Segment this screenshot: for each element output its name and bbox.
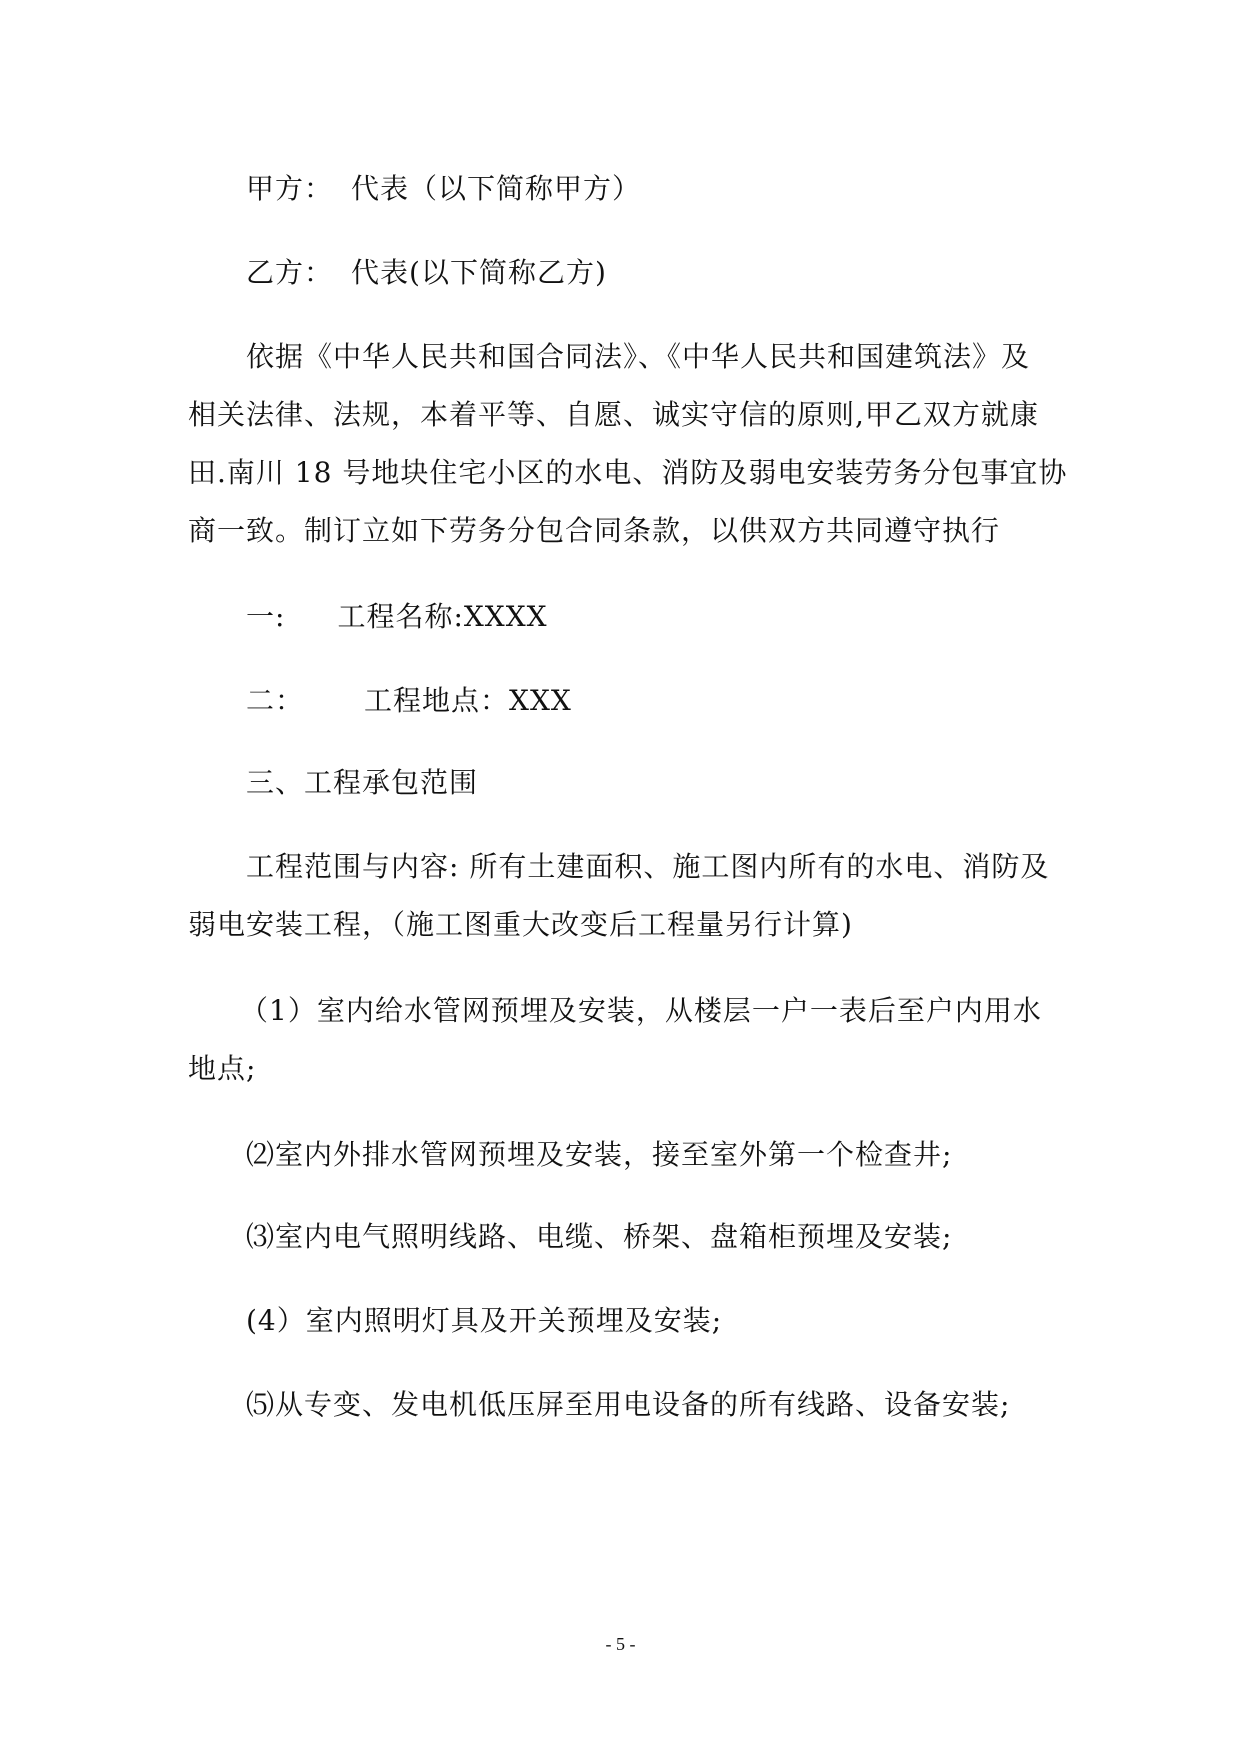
party-b-line <box>246 256 607 290</box>
page-number: - 5 - <box>605 1634 636 1654</box>
item-2-line <box>246 684 572 718</box>
clause-2: ⑵室内外排水管网预埋及安装，接至室外第一个检查井; <box>246 1138 953 1171</box>
item-1-line <box>246 600 548 634</box>
item-1-text: 工程名称:XXXX <box>337 600 548 633</box>
item-3-heading: 三、工程承包范围 <box>246 766 479 799</box>
clause-5: ⑸从专变、发电机低压屏至用电设备的所有线路、设备安装; <box>246 1388 1011 1421</box>
party-b-label: 乙方： <box>246 256 334 289</box>
scope-line-1: 工程范围与内容: 所有土建面积、施工图内所有的水电、消防及 <box>246 850 1050 883</box>
clause-1-line-2: 地点; <box>188 1052 257 1085</box>
preamble-line-3: 田.南川 18 号地块住宅小区的水电、消防及弱电安装劳务分包事宜协 <box>188 456 1068 489</box>
item-2-number: 二： <box>246 684 305 717</box>
party-a-line <box>246 172 641 206</box>
party-b-text: 代表(以下简称乙方) <box>351 256 607 289</box>
item-2-text: 工程地点：XXX <box>364 684 572 717</box>
preamble-line-1: 依据《中华人民共和国合同法》、《中华人民共和国建筑法》及 <box>246 340 1031 373</box>
preamble-line-4: 商一致。制订立如下劳务分包合同条款，以供双方共同遵守执行 <box>188 514 1001 547</box>
item-1-number: 一: <box>246 600 286 633</box>
clause-1-line-1: （1）室内给水管网预埋及安装，从楼层一户一表后至户内用水 <box>240 994 1042 1027</box>
clause-3: ⑶室内电气照明线路、电缆、桥架、盘箱柜预埋及安装; <box>246 1220 953 1253</box>
party-a-text: 代表（以下简称甲方） <box>351 172 642 205</box>
scope-line-2: 弱电安装工程，（施工图重大改变后工程量另行计算) <box>188 908 853 941</box>
preamble-line-2: 相关法律、法规，本着平等、自愿、诚实守信的原则,甲乙双方就康 <box>188 398 1039 431</box>
clause-4: (4）室内照明灯具及开关预埋及安装; <box>246 1304 723 1337</box>
party-a-label: 甲方： <box>246 172 334 205</box>
